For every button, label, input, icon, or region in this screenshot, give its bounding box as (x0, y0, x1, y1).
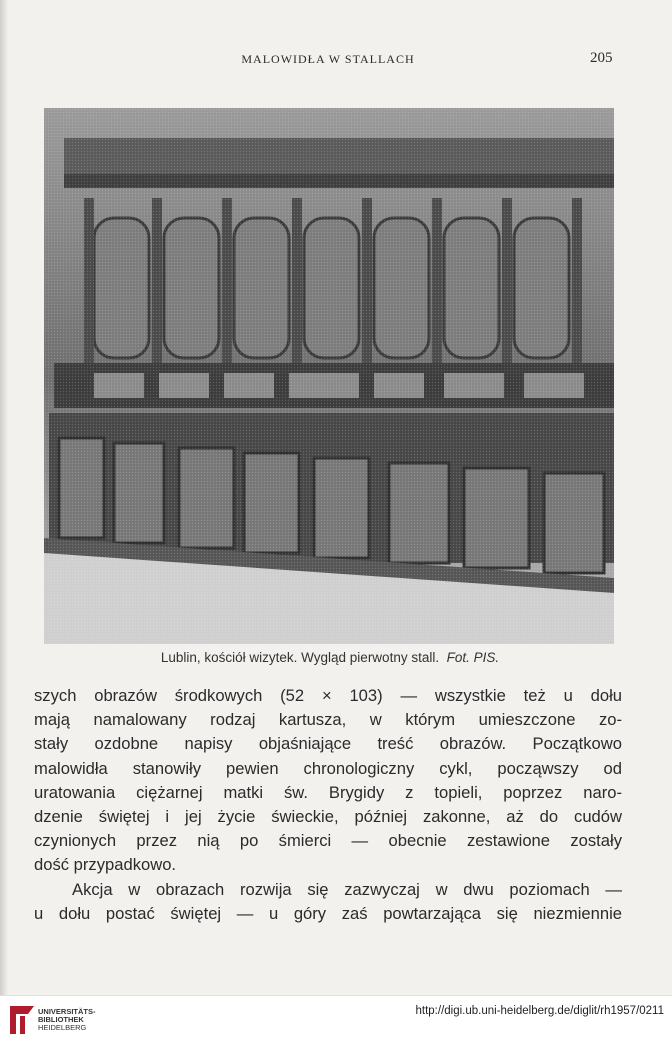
viewer-footer (0, 995, 672, 1044)
text-line: malowidła stanowiły pewien chronologiczny cykl, począwszy od (34, 758, 622, 778)
text-line: u dołu postać świętej — u góry zaś powtarzająca się niezmiennie (34, 903, 622, 923)
library-logo-icon (8, 1004, 38, 1036)
text-line: Akcja w obrazach rozwija się zazwyczaj w dwu poziomach — (72, 879, 622, 899)
text-line: czynionych przez nią po śmierci — obecnie zestawione zostały (34, 831, 622, 851)
text-line: dzenie świętej i jej życie świeckie, później zakonne, aż do cudów (34, 806, 622, 826)
text-line: szych obrazów środkowych (52 × 103) — wszystkie też u dołu (34, 686, 622, 705)
caption-text: Lublin, kościół wizytek. Wygląd pierwotny stall. (160, 650, 440, 665)
text-line: dość przypadkowo. (34, 855, 177, 875)
library-name (38, 1008, 96, 1032)
library-name-line: HEIDELBERG (38, 1023, 87, 1032)
text-line: mają namalowany rodzaj kartusza, w którym umieszczone zo- (34, 710, 622, 730)
library-name-line: UNIVERSITÄTS- (38, 1007, 96, 1016)
stalls-photograph (44, 108, 614, 644)
figure-caption (60, 650, 600, 665)
page-number: 205 (590, 50, 613, 66)
page-gutter-shadow (0, 0, 8, 995)
caption-credit: Fot. PIS. (446, 650, 500, 665)
text-line: uratowania ciężarnej matki św. Brygidy z topieli, poprzez naro- (34, 782, 622, 802)
permalink-url[interactable]: http://digi.ub.uni-heidelberg.de/diglit/rh1957/0211 (415, 1005, 664, 1017)
running-head: MALOWIDŁA W STALLACH (241, 52, 415, 66)
library-name-line: BIBLIOTHEK (38, 1015, 84, 1024)
body-text (34, 684, 622, 926)
text-line: stały ozdobne napisy objaśniające treść obrazów. Początkowo (34, 734, 622, 754)
